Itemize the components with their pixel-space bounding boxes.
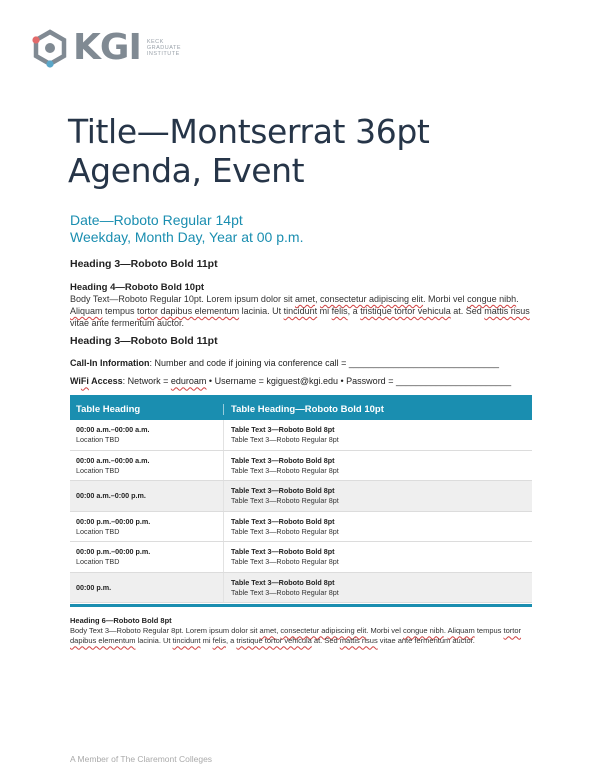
heading-3: Heading 3—Roboto Bold 11pt [70,258,218,270]
row-title: Table Text 3—Roboto Bold 8pt [231,455,335,465]
agenda-table [70,395,532,603]
row-location: Location TBD [76,435,120,445]
footer-text: A Member of The Claremont Colleges [70,754,213,764]
title-line-1: Title—Montserrat 36pt [68,112,430,151]
main-content [70,258,532,646]
wifi-label: WiFi Access [70,376,123,387]
date-line-2: Weekday, Month Day, Year at 00 p.m. [70,229,304,245]
row-title: Table Text 3—Roboto Bold 8pt [231,425,335,435]
row-detail: Table Text 3—Roboto Regular 8pt [231,465,339,475]
row-time-cell [70,481,223,511]
table-row [70,512,532,543]
row-time-cell [70,542,223,572]
row-title: Table Text 3—Roboto Bold 8pt [231,486,335,496]
row-time-cell [70,451,223,481]
row-time: 00:00 a.m.–00:00 a.m. [76,425,150,435]
row-time: 00:00 a.m.–0:00 p.m. [76,491,146,501]
row-location: Location TBD [76,465,120,475]
title-line-2: Agenda, Event [68,151,305,190]
row-title: Table Text 3—Roboto Bold 8pt [231,547,335,557]
table-heading-1: Table Heading [76,403,141,415]
row-detail: Table Text 3—Roboto Regular 8pt [231,557,339,567]
row-detail-cell [223,420,532,450]
body-paragraph: Body Text—Roboto Regular 10pt. Lorem ipsum dolor sit amet, consectetur adipiscing elit. Morbi vel congue nibh. Aliquam tempus tortor dapibus elementum lacinia. Ut tincidunt mi felis, a tristique tortor vehicula at. Sed mattis risus vitae ante fermentum auctor. [70,294,530,328]
row-detail: Table Text 3—Roboto Regular 8pt [231,587,339,597]
row-time-cell [70,573,223,603]
row-time: 00:00 p.m.–00:00 p.m. [76,547,151,557]
logo-subtitle: KECK GRADUATE INSTITUTE [146,39,181,57]
table-row [70,420,532,451]
row-detail-cell [223,542,532,572]
date-line-1: Date—Roboto Regular 14pt [70,212,243,228]
row-time: 00:00 a.m.–00:00 a.m. [76,455,150,465]
table-heading-2: Table Heading—Roboto Bold 10pt [223,404,532,415]
table-row [70,573,532,604]
row-time-cell [70,512,223,542]
body-text-3: Body Text 3—Roboto Regular 8pt. Lorem ipsum dolor sit amet, consectetur adipiscing elit. Morbi vel congue nibh. Aliquam tempus tortor dapibus elementum lacinia. Ut tincidunt mi felis, a tristique tortor vehicula at. Sed mattis risus vitae ante fermentum auctor. [70,626,522,646]
row-title: Table Text 3—Roboto Bold 8pt [231,577,335,587]
row-detail: Table Text 3—Roboto Regular 8pt [231,496,339,506]
table-row [70,542,532,573]
row-detail-cell [223,451,532,481]
row-detail: Table Text 3—Roboto Regular 8pt [231,526,339,536]
heading-6: Heading 6—Roboto Bold 8pt [70,616,172,626]
call-in-info: Call-In Information: Number and code if joining via conference call = ______________________________ [70,358,500,369]
table-bottom-rule [70,604,532,607]
row-time: 00:00 p.m. [76,582,112,592]
event-date [70,212,303,246]
logo-wordmark: KGI [73,27,141,68]
row-detail-cell [223,481,532,511]
row-time: 00:00 p.m.–00:00 p.m. [76,516,151,526]
hexagon-logo-icon [30,28,70,68]
row-time-cell [70,420,223,450]
table-body [70,420,532,603]
row-location: Location TBD [76,557,120,567]
call-in-label: Call-In Information [70,358,150,369]
table-row [70,451,532,482]
table-row [70,481,532,512]
kgi-logo [30,28,181,68]
wifi-access-info: WiFi Access: Network = eduroam • Username = kgiguest@kgi.edu • Password = _______________________ [70,376,512,387]
row-title: Table Text 3—Roboto Bold 8pt [231,516,335,526]
row-detail: Table Text 3—Roboto Regular 8pt [231,435,339,445]
heading-3-second: Heading 3—Roboto Bold 11pt [70,335,218,348]
row-detail-cell [223,573,532,603]
row-location: Location TBD [76,526,120,536]
document-title [68,112,568,190]
table-header-row [70,398,532,420]
row-detail-cell [223,512,532,542]
heading-4: Heading 4—Roboto Bold 10pt [70,282,205,293]
